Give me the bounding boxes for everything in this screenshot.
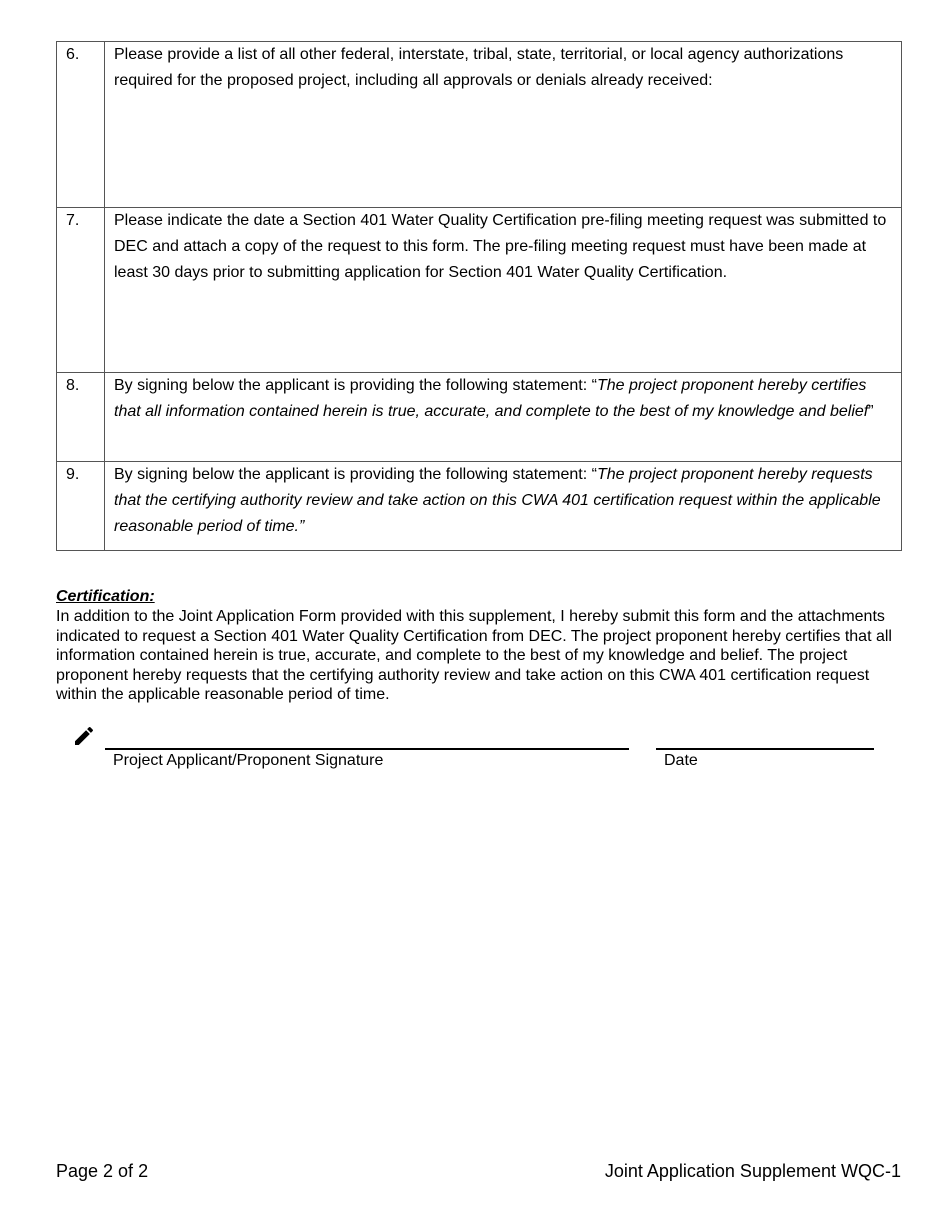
question-row-9 — [57, 462, 902, 551]
question-text: By signing below the applicant is providing the following statement: “ — [114, 466, 597, 483]
question-statement: The project proponent hereby certifies that all information contained herein is true, accurate, and complete to the best of my knowledge and belief — [114, 377, 869, 420]
question-text-cell[interactable] — [105, 42, 902, 208]
date-label: Date — [664, 752, 698, 769]
page-number: Page 2 of 2 — [56, 1161, 149, 1181]
certification-body: In addition to the Joint Application Form provided with this supplement, I hereby submit this form and the attachments indicated to request a Section 401 Water Quality Certification from DEC. The project proponent hereby certifies that all information contained herein is true, accurate, and complete to the best of my knowledge and belief. The project proponent hereby requests that the certifying authority review and take action on this CWA 401 certification request within the applicable reasonable period of time. — [56, 608, 892, 704]
questions-table — [56, 41, 902, 551]
question-number: 7. — [57, 208, 105, 373]
pencil-icon — [72, 724, 96, 748]
question-row-6 — [57, 42, 902, 208]
date-field[interactable] — [656, 748, 874, 750]
question-statement: The project proponent hereby requests that the certifying authority review and take action on this CWA 401 certification request within the applicable reasonable period of time.” — [114, 466, 881, 535]
question-number: 8. — [57, 373, 105, 462]
question-text-cell — [105, 462, 902, 551]
form-name: Joint Application Supplement WQC-1 — [604, 1161, 901, 1181]
question-number: 9. — [57, 462, 105, 551]
question-text: By signing below the applicant is providing the following statement: “ — [114, 377, 597, 394]
question-suffix: ” — [868, 403, 874, 420]
question-text: Please indicate the date a Section 401 Water Quality Certification pre-filing meeting request was submitted to DEC and attach a copy of the request to this form. The pre-filing meeting request must have been made at least 30 days prior to submitting application for Section 401 Water Quality Certification. — [114, 212, 887, 281]
signature-field[interactable] — [105, 748, 629, 750]
question-text: Please provide a list of all other federal, interstate, tribal, state, territorial, or local agency authorizations required for the proposed project, including all approvals or denials already received: — [114, 46, 844, 89]
question-number: 6. — [57, 42, 105, 208]
certification-heading: Certification: — [56, 588, 155, 605]
question-text-cell — [105, 373, 902, 462]
question-row-8 — [57, 373, 902, 462]
question-text-cell[interactable] — [105, 208, 902, 373]
certification-section — [56, 587, 912, 705]
question-row-7 — [57, 208, 902, 373]
signature-label: Project Applicant/Proponent Signature — [113, 752, 384, 769]
